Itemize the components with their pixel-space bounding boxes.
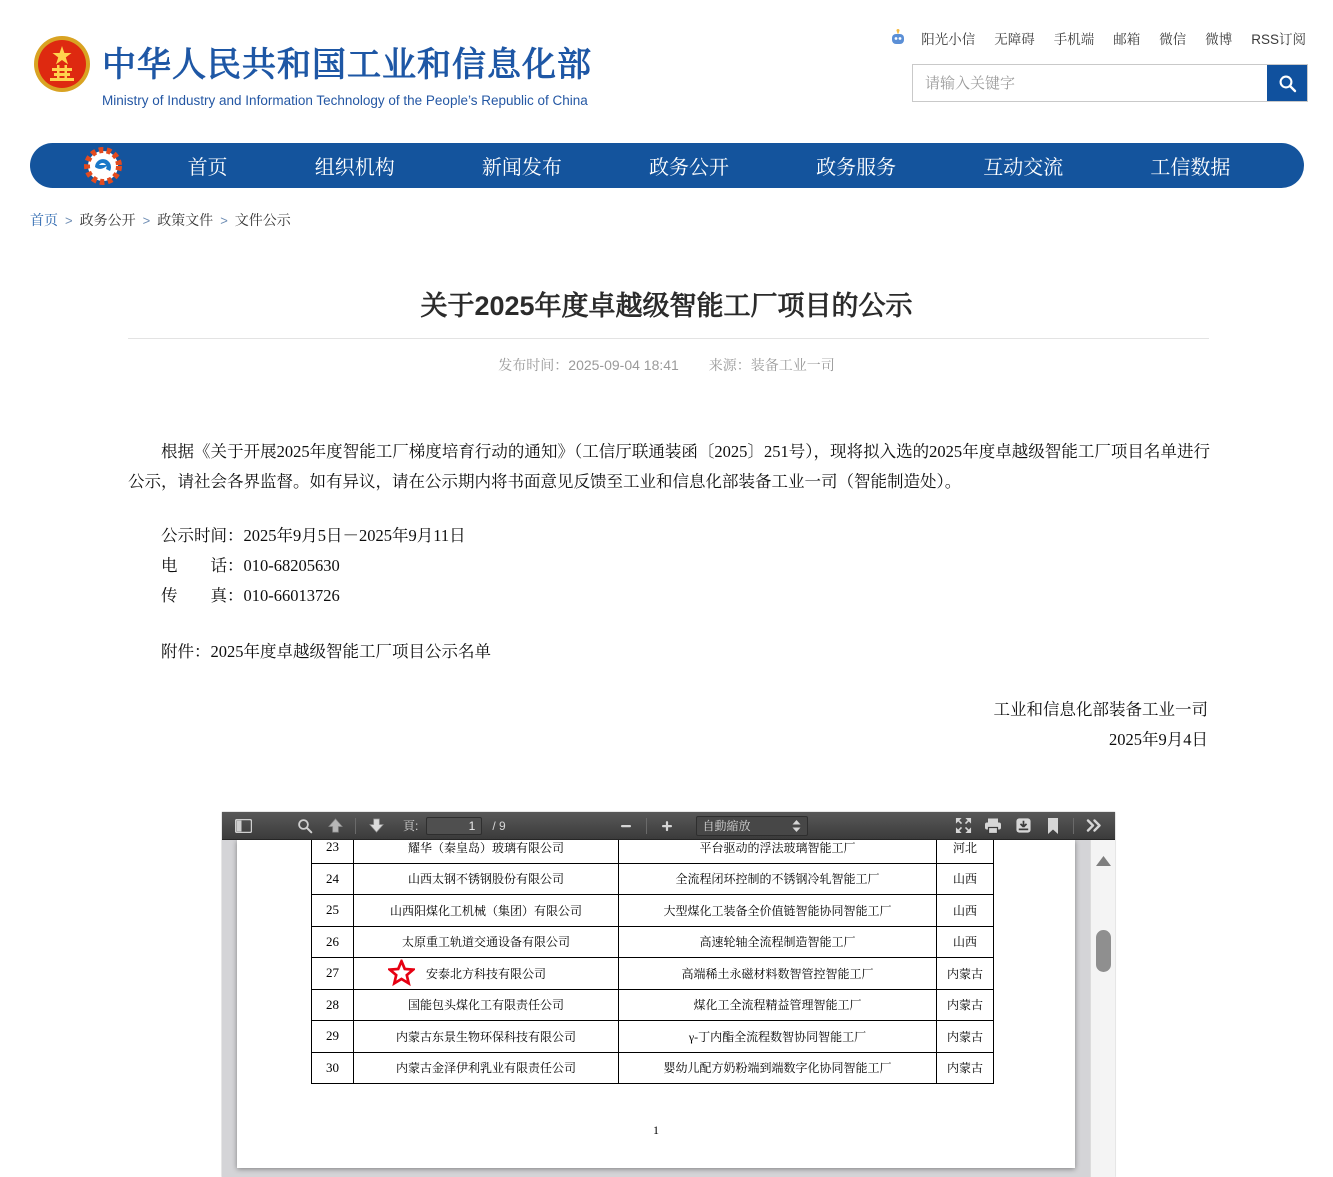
breadcrumb-separator: > <box>65 213 73 228</box>
page-number-input[interactable] <box>426 817 482 835</box>
download-button[interactable] <box>1010 815 1036 837</box>
table-row <box>312 1052 994 1084</box>
search-bar <box>912 64 1308 102</box>
fullscreen-icon <box>955 817 972 834</box>
pdf-body <box>222 840 1115 1177</box>
top-links <box>888 28 1306 48</box>
brand <box>102 37 592 108</box>
table-row <box>312 958 994 990</box>
toolbar-divider <box>646 818 647 834</box>
row-province: 山西 <box>937 926 994 958</box>
source-value: 装备工业一司 <box>750 357 835 373</box>
next-page-button[interactable] <box>363 815 389 837</box>
plus-icon <box>660 819 674 833</box>
top-link[interactable]: RSS订阅 <box>1251 32 1306 47</box>
top-link[interactable]: 微信 <box>1159 32 1187 47</box>
print-icon <box>984 818 1002 834</box>
breadcrumb-separator: > <box>220 213 228 228</box>
row-number: 23 <box>312 840 354 863</box>
signature-department: 工业和信息化部装备工业一司 <box>993 700 1208 719</box>
row-number: 29 <box>312 1021 354 1053</box>
sidebar-toggle-icon <box>235 819 252 833</box>
table-row <box>312 895 994 927</box>
nav-item-1[interactable]: 首页 <box>187 157 228 179</box>
row-company: 安泰北方科技有限公司 <box>354 958 619 990</box>
row-province: 内蒙古 <box>937 958 994 990</box>
table-row <box>312 840 994 863</box>
bookmark-icon <box>1047 818 1059 834</box>
pdf-table-body <box>312 840 994 1084</box>
national-emblem-icon <box>33 34 91 94</box>
site-header <box>0 0 1333 133</box>
row-project: 煤化工全流程精益管理智能工厂 <box>619 989 937 1021</box>
double-chevron-right-icon <box>1086 819 1102 832</box>
pdf-toolbar <box>222 812 1115 840</box>
source-label: 来源： <box>708 357 751 373</box>
row-number: 27 <box>312 958 354 990</box>
site-subtitle: Ministry of Industry and Information Technology of the People’s Republic of China <box>102 93 588 108</box>
breadcrumb-item[interactable]: 政策文件 <box>157 212 214 228</box>
nav-item-7[interactable]: 工信数据 <box>1150 157 1231 179</box>
print-button[interactable] <box>980 815 1006 837</box>
row-number: 24 <box>312 863 354 895</box>
publish-time-value: 2025-09-04 18:41 <box>568 357 679 373</box>
row-company: 内蒙古东景生物环保科技有限公司 <box>354 1021 619 1053</box>
row-province: 山西 <box>937 863 994 895</box>
row-project: 全流程闭环控制的不锈钢冷轧智能工厂 <box>619 863 937 895</box>
site-title: 中华人民共和国工业和信息化部 <box>102 46 592 84</box>
row-company: 山西阳煤化工机械（集团）有限公司 <box>354 895 619 927</box>
red-star-icon <box>388 960 415 987</box>
row-number: 25 <box>312 895 354 927</box>
zoom-out-button[interactable] <box>613 815 639 837</box>
table-row <box>312 989 994 1021</box>
row-province: 内蒙古 <box>937 1052 994 1084</box>
top-link[interactable]: 微博 <box>1205 32 1233 47</box>
signature-block <box>994 695 1209 755</box>
table-row <box>312 926 994 958</box>
main-nav <box>30 143 1304 188</box>
breadcrumb <box>30 210 291 230</box>
zoom-mode-select[interactable] <box>696 816 808 836</box>
fax-line: 传 真：010-66013726 <box>161 586 340 605</box>
article-meta <box>0 355 1333 375</box>
page-title: 关于2025年度卓越级智能工厂项目的公示 <box>420 291 913 321</box>
assistant-robot-icon <box>888 28 908 48</box>
nav-item-6[interactable]: 互动交流 <box>983 157 1064 179</box>
row-province: 内蒙古 <box>937 989 994 1021</box>
row-project: γ-丁内酯全流程数智协同智能工厂 <box>619 1021 937 1053</box>
row-project: 婴幼儿配方奶粉端到端数字化协同智能工厂 <box>619 1052 937 1084</box>
row-province: 山西 <box>937 895 994 927</box>
row-company: 内蒙古金泽伊利乳业有限责任公司 <box>354 1052 619 1084</box>
row-province: 河北 <box>937 840 994 863</box>
nav-item-2[interactable]: 组织机构 <box>314 157 395 179</box>
row-company: 耀华（秦皇岛）玻璃有限公司 <box>354 840 619 863</box>
breadcrumb-item[interactable]: 政务公开 <box>79 212 136 228</box>
toolbar-left-group <box>230 815 506 837</box>
table-row <box>312 863 994 895</box>
more-tools-button[interactable] <box>1081 815 1107 837</box>
row-number: 28 <box>312 989 354 1021</box>
pdf-scrollbar[interactable] <box>1090 840 1115 1177</box>
top-link[interactable]: 无障碍 <box>994 32 1035 47</box>
phone-line: 电 话：010-68205630 <box>161 556 340 575</box>
row-project: 高端稀土永磁材料数智管控智能工厂 <box>619 958 937 990</box>
row-project: 大型煤化工装备全价值链智能协同智能工厂 <box>619 895 937 927</box>
zoom-in-button[interactable] <box>654 815 680 837</box>
toolbar-zoom-group <box>613 815 808 837</box>
miit-gear-e-icon <box>82 145 124 187</box>
find-button[interactable] <box>292 815 318 837</box>
arrow-down-icon <box>369 818 384 833</box>
presentation-mode-button[interactable] <box>950 815 976 837</box>
top-link[interactable]: 邮箱 <box>1113 32 1141 47</box>
row-number: 30 <box>312 1052 354 1084</box>
search-input[interactable] <box>913 65 1267 101</box>
row-province: 内蒙古 <box>937 1021 994 1053</box>
nav-items <box>124 151 1304 180</box>
title-divider <box>128 338 1209 339</box>
row-project: 平台驱动的浮法玻璃智能工厂 <box>619 840 937 863</box>
pdf-page-number: 1 <box>653 1123 659 1137</box>
pdf-page <box>237 840 1075 1168</box>
table-row <box>312 1021 994 1053</box>
article-info-lines <box>128 521 466 611</box>
publish-time-label: 发布时间： <box>498 357 569 373</box>
row-company: 太原重工轨道交通设备有限公司 <box>354 926 619 958</box>
nav-item-3[interactable]: 新闻发布 <box>481 157 562 179</box>
search-icon <box>1278 74 1297 93</box>
nav-item-5[interactable]: 政务服务 <box>816 157 897 179</box>
top-link[interactable]: 手机端 <box>1053 32 1095 47</box>
select-arrows-icon <box>792 820 801 832</box>
page-count: / 9 <box>492 818 506 833</box>
toolbar-right-group <box>950 815 1107 837</box>
row-number: 26 <box>312 926 354 958</box>
article-paragraph: 根据《关于开展2025年度智能工厂梯度培育行动的通知》（工信厅联通装函〔2025〕251号），现将拟入选的2025年度卓越级智能工厂项目名单进行公示，请社会各界监督。如有异议，请在公示期内将书面意见反馈至工业和信息化部装备工业一司（智能制造处）。 <box>128 442 1210 491</box>
zoom-mode-value: 自動縮放 <box>702 819 751 833</box>
search-button[interactable] <box>1267 65 1307 101</box>
download-icon <box>1015 817 1032 834</box>
bookmark-button[interactable] <box>1040 815 1066 837</box>
attachment-line: 附件：2025年度卓越级智能工厂项目公示名单 <box>161 642 491 661</box>
row-company: 国能包头煤化工有限责任公司 <box>354 989 619 1021</box>
nav-item-4[interactable]: 政务公开 <box>648 157 729 179</box>
breadcrumb-item[interactable]: 首页 <box>30 212 58 228</box>
breadcrumb-separator: > <box>142 213 151 228</box>
minus-icon <box>619 819 633 833</box>
previous-page-button[interactable] <box>322 815 348 837</box>
toolbar-divider <box>1073 818 1074 834</box>
notice-period-line: 公示时间：2025年9月5日－2025年9月11日 <box>161 526 466 545</box>
scrollbar-thumb[interactable] <box>1096 930 1111 972</box>
pdf-viewer <box>222 812 1115 1177</box>
arrow-up-icon <box>328 818 343 833</box>
row-company: 山西太钢不锈钢股份有限公司 <box>354 863 619 895</box>
toolbar-divider <box>355 818 356 834</box>
project-table <box>311 840 994 1084</box>
sidebar-toggle-button[interactable] <box>230 815 256 837</box>
breadcrumb-item[interactable]: 文件公示 <box>234 212 291 228</box>
top-link[interactable]: 阳光小信 <box>921 32 976 47</box>
find-icon <box>297 818 313 834</box>
signature-date: 2025年9月4日 <box>1109 730 1208 749</box>
row-project: 高速轮轴全流程制造智能工厂 <box>619 926 937 958</box>
scroll-up-icon[interactable] <box>1095 854 1112 868</box>
page-number-label: 頁: <box>403 819 419 833</box>
